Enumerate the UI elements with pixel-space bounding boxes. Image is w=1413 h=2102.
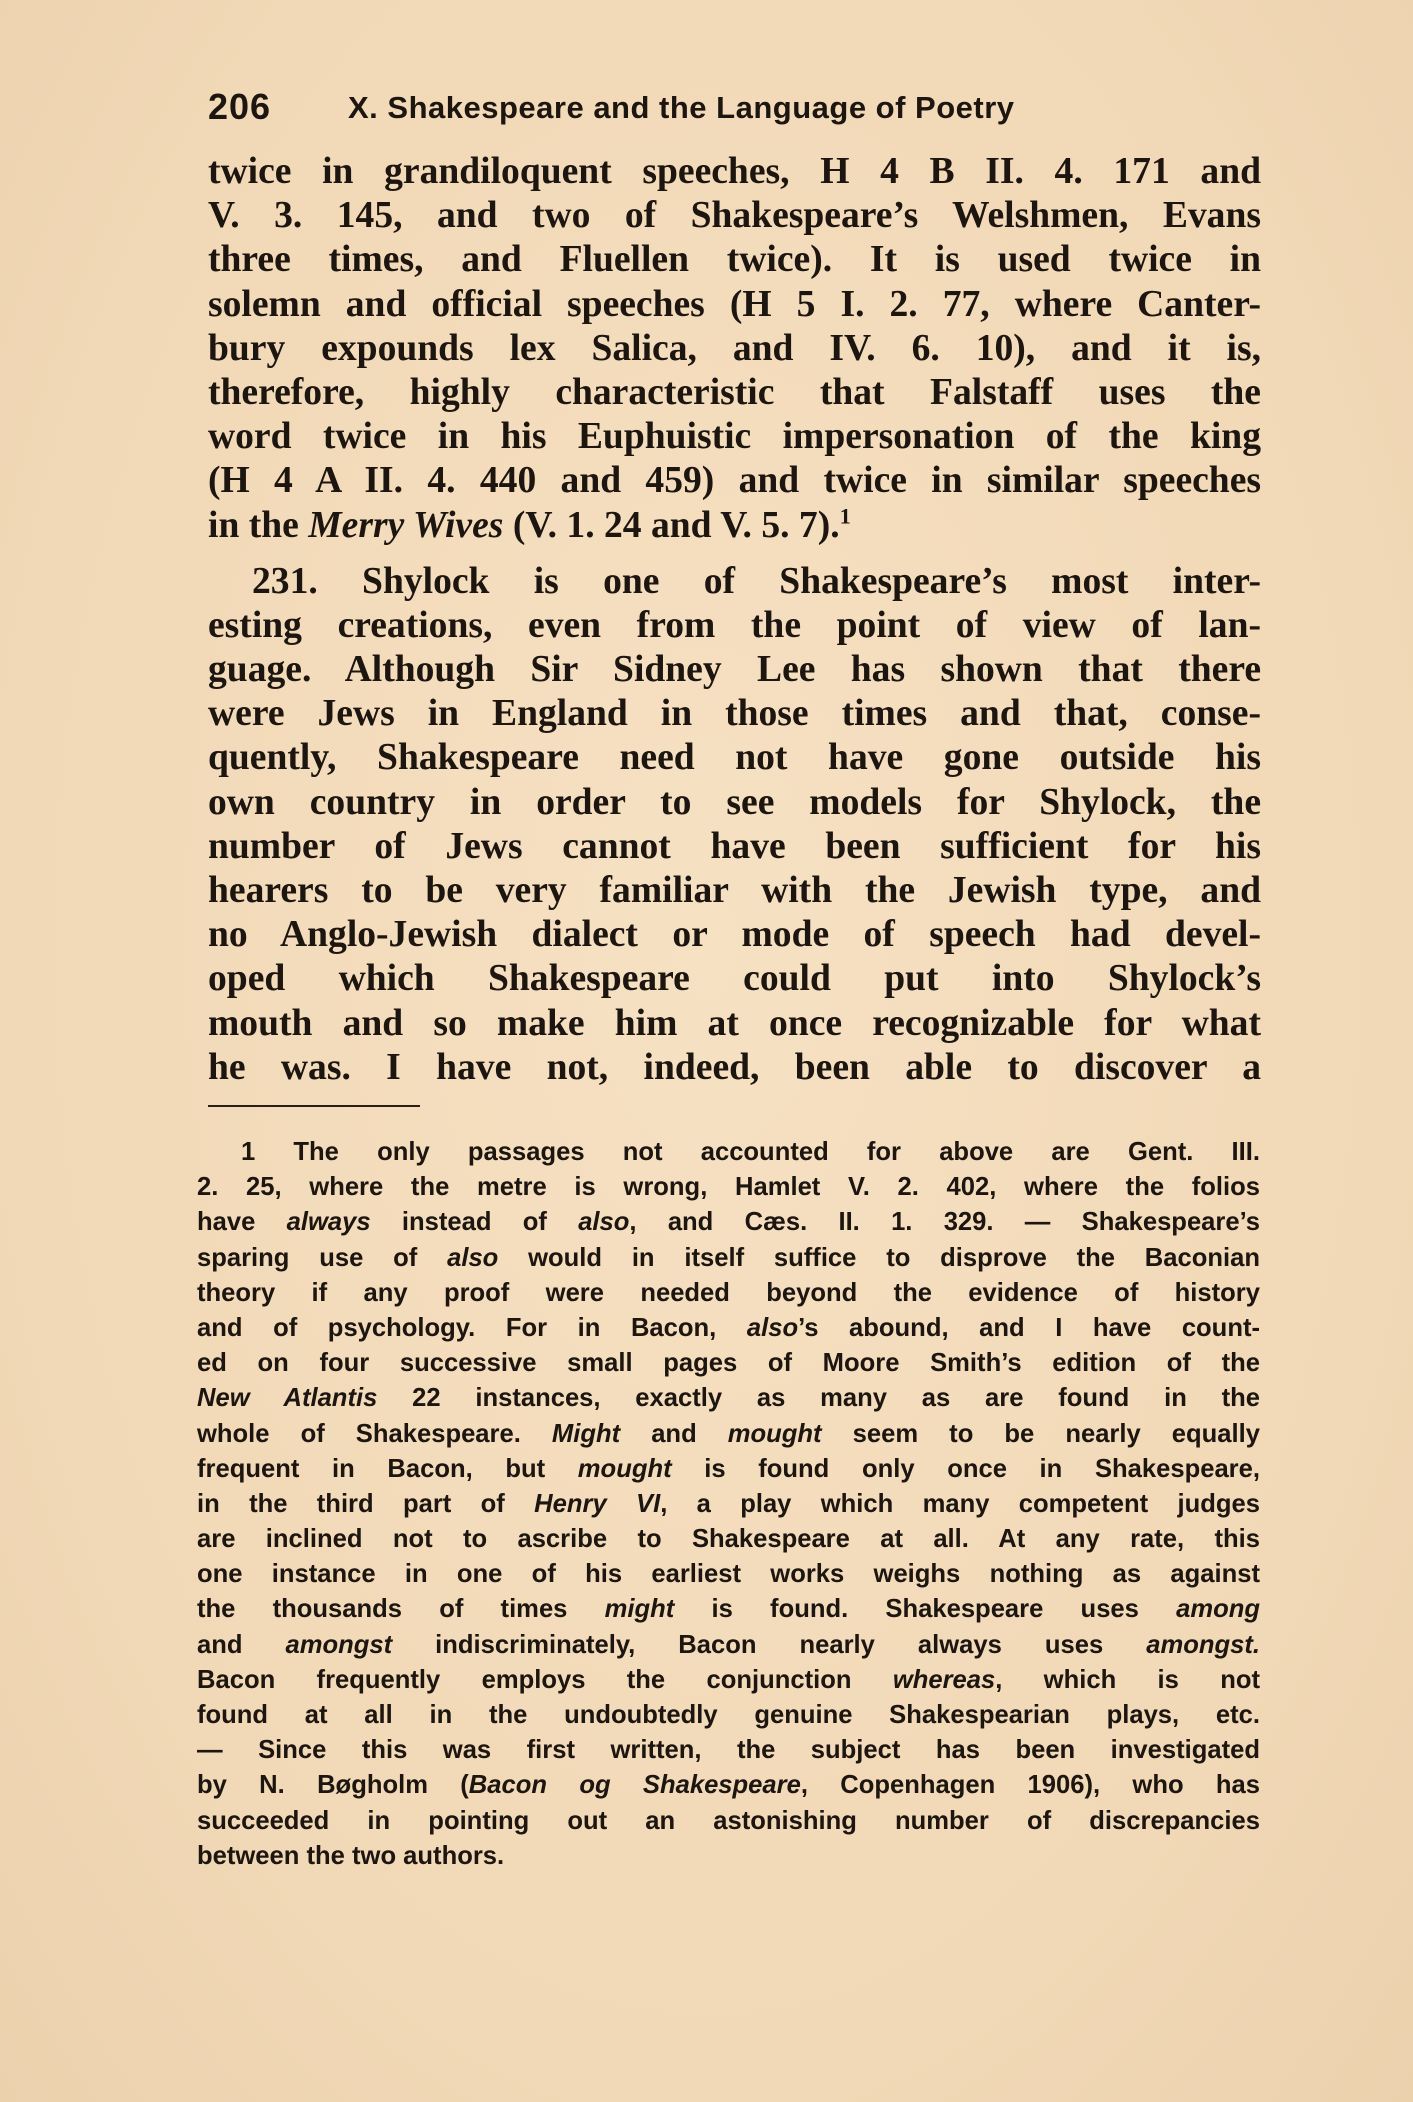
italic-word: also: [746, 1313, 799, 1342]
footnote-line: 2. 25, where the metre is wrong, Hamlet V. 2. 402, where the folios: [197, 1173, 1260, 1202]
paragraph-2: [208, 560, 1261, 1090]
text-line: three times, and Fluellen twice). It is used twice in: [208, 239, 1261, 281]
chapter-title: X. Shakespeare and the Language of Poetry: [348, 90, 1015, 125]
footnote-line: [197, 1592, 1260, 1627]
text-line: V. 3. 145, and two of Shakespeare’s Welshmen, Evans: [208, 195, 1261, 237]
text-run: have: [197, 1208, 287, 1237]
text-run: , and Cæs. II. 1. 329. — Shakespeare’s: [629, 1208, 1261, 1237]
text-run: , Copenhagen 1906), who has: [800, 1771, 1261, 1800]
text-run: Bacon frequently employs the conjunction: [197, 1665, 893, 1694]
footnote-line: [197, 1628, 1260, 1663]
italic-word: among: [1176, 1595, 1261, 1624]
text-run: 22 instances, exactly as many as are found in the: [377, 1384, 1260, 1413]
text-run: is found only once in Shakespeare,: [671, 1454, 1260, 1483]
italic-word: amongst: [285, 1630, 393, 1659]
text-run: , which is not: [995, 1665, 1260, 1694]
main-text: [208, 150, 1261, 1090]
text-run: and: [197, 1630, 286, 1659]
text-line: (H 4 A II. 4. 440 and 459) and twice in similar speeches: [208, 460, 1261, 502]
text-run: would in itself suffice to disprove the Baconian: [498, 1243, 1260, 1272]
text-line: own country in order to see models for Shylock, the: [208, 781, 1261, 823]
footnote-marker: 1: [839, 502, 851, 528]
text-run: in the: [208, 504, 309, 546]
text-line: esting creations, even from the point of view of lan-: [208, 604, 1261, 646]
text-run: instead of: [370, 1208, 579, 1237]
footnote-line: [197, 1241, 1260, 1276]
text-line: oped which Shakespeare could put into Shylock’s: [208, 958, 1261, 1000]
text-line: were Jews in England in those times and that, conse-: [208, 693, 1261, 735]
footnote-line: theory if any proof were needed beyond the evidence of history: [197, 1278, 1260, 1307]
text-line: solemn and official speeches (H 5 I. 2. 77, where Canter-: [208, 283, 1261, 325]
text-run: sparing use of: [197, 1243, 448, 1272]
italic-word: also: [578, 1208, 630, 1237]
footnote-line: one instance in one of his earliest works weighs nothing as against: [197, 1560, 1260, 1589]
italic-word: mought: [727, 1419, 822, 1448]
text-line: word twice in his Euphuistic impersonation of the king: [208, 416, 1261, 458]
italic-word: Might: [551, 1419, 621, 1448]
footnote: [197, 1135, 1260, 1874]
text-run: seem to be nearly equally: [821, 1419, 1260, 1448]
text-run: in the third part of: [197, 1489, 535, 1518]
text-run: is found. Shakespeare uses: [674, 1595, 1177, 1624]
italic-word: mought: [577, 1454, 672, 1483]
text-line: no Anglo-Jewish dialect or mode of speech had devel-: [208, 914, 1261, 956]
text-line: 231. Shylock is one of Shakespeare’s most inter-: [252, 560, 1261, 602]
text-run: by N. Bøgholm (: [197, 1771, 469, 1800]
footnote-line: [197, 1417, 1260, 1452]
italic-word: whereas: [892, 1665, 996, 1694]
text-line: twice in grandiloquent speeches, H 4 B II. 4. 171 and: [208, 151, 1261, 192]
text-line: quently, Shakespeare need not have gone outside his: [208, 737, 1261, 779]
text-line: bury expounds lex Salica, and IV. 6. 10), and it is,: [208, 327, 1261, 369]
text-run: , a play which many competent judges: [660, 1489, 1260, 1518]
footnote-line: 1 The only passages not accounted for above are Gent. III.: [241, 1138, 1260, 1166]
footnote-line: [197, 1381, 1260, 1416]
text-run: the thousands of times: [197, 1595, 605, 1624]
footnote-line: [197, 1311, 1260, 1346]
footnote-line: found at all in the undoubtedly genuine Shakespearian plays, etc.: [197, 1701, 1260, 1729]
text-run: indiscriminately, Bacon nearly always uses: [392, 1630, 1147, 1659]
footnote-line: are inclined not to ascribe to Shakespeare at all. At any rate, this: [197, 1525, 1260, 1554]
text-run: whole of Shakespeare.: [197, 1419, 552, 1448]
page-number: 206: [208, 86, 272, 127]
italic-title: Bacon og Shakespeare: [468, 1771, 801, 1800]
text-line: hearers to be very familiar with the Jewish type, and: [208, 870, 1261, 911]
text-line: [208, 504, 1261, 548]
italic-title: Merry Wives: [308, 504, 504, 546]
paragraph-1: [208, 150, 1261, 548]
footnote-line: — Since this was first written, the subject has been investigated: [197, 1736, 1260, 1765]
text-line: number of Jews cannot have been sufficient for his: [208, 825, 1261, 867]
footnote-line: [197, 1768, 1260, 1803]
text-line: he was. I have not, indeed, been able to discover a: [208, 1046, 1261, 1088]
footnote-line: [197, 1663, 1260, 1698]
italic-title: New Atlantis: [197, 1384, 378, 1413]
text-run: (V. 1. 24 and V. 5. 7).: [503, 504, 840, 546]
italic-word: always: [286, 1208, 371, 1237]
footnote-line: succeeded in pointing out an astonishing number of discrepancies: [197, 1806, 1260, 1835]
footnote-line: [197, 1205, 1260, 1240]
running-head: [208, 86, 1258, 136]
italic-word: amongst.: [1146, 1630, 1260, 1659]
text-run: and of psychology. For in Bacon,: [197, 1313, 747, 1342]
italic-word: also: [447, 1243, 499, 1272]
text-line: therefore, highly characteristic that Falstaff uses the: [208, 371, 1261, 413]
text-line: mouth and so make him at once recognizable for what: [208, 1002, 1261, 1044]
footnote-line: [197, 1487, 1260, 1522]
text-line: guage. Although Sir Sidney Lee has shown that there: [208, 649, 1261, 691]
text-run: ’s abound, and I have count-: [798, 1313, 1260, 1342]
footnote-line: between the two authors.: [197, 1841, 505, 1870]
text-run: frequent in Bacon, but: [197, 1454, 578, 1483]
italic-title: Henry VI: [534, 1489, 661, 1518]
italic-word: might: [604, 1595, 675, 1624]
footnote-line: ed on four successive small pages of Moore Smith’s edition of the: [197, 1349, 1260, 1378]
footnote-divider: [208, 1105, 420, 1107]
footnote-line: [197, 1452, 1260, 1487]
text-run: and: [620, 1419, 728, 1448]
